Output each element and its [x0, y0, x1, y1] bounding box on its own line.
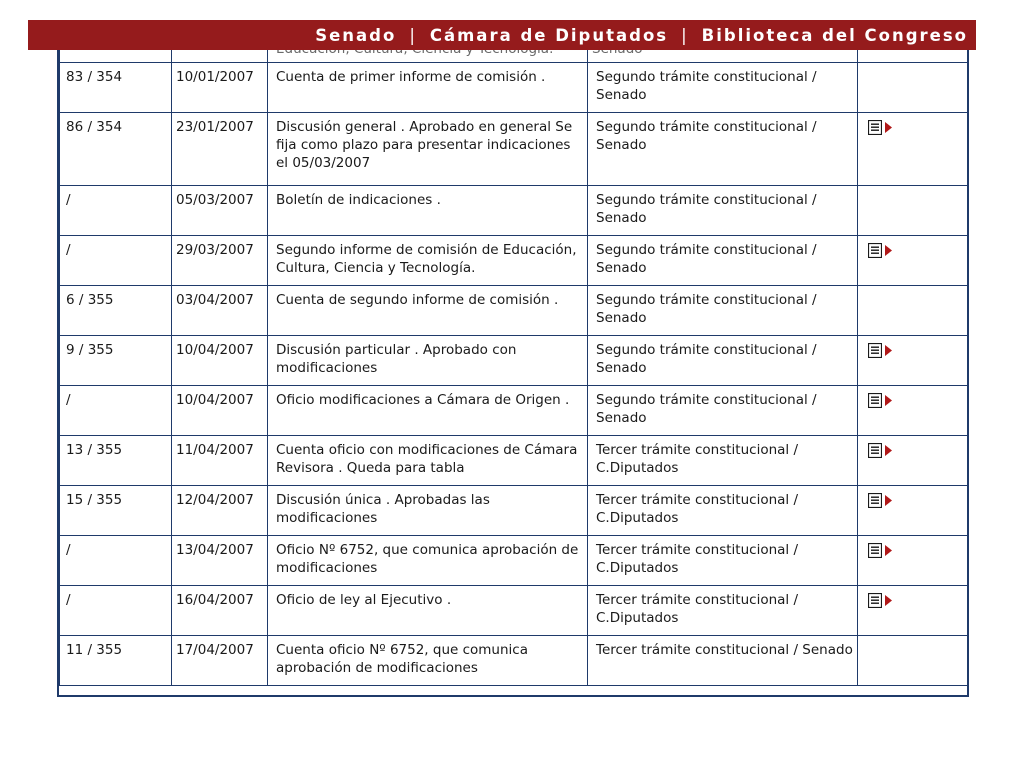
cell-documento [858, 186, 970, 236]
cell-etapa [588, 586, 858, 636]
cell-etapa [588, 63, 858, 113]
table-row [60, 186, 970, 236]
subetapa-text: Oficio de ley al Ejecutivo . [276, 592, 452, 608]
document-link[interactable] [868, 343, 892, 358]
cell-subetapa [268, 113, 588, 186]
document-icon[interactable] [868, 243, 882, 258]
document-icon[interactable] [868, 343, 882, 358]
etapa-text: Tercer trámite constitucional / C.Diputados [596, 592, 799, 626]
document-icon[interactable] [868, 443, 882, 458]
cell-documento [858, 63, 970, 113]
play-arrow-icon[interactable] [885, 245, 892, 256]
subetapa-text: Boletín de indicaciones . [276, 192, 441, 208]
cell-etapa [588, 536, 858, 586]
cell-sesion: / [60, 186, 172, 236]
cell-fecha: 17/04/2007 [172, 636, 268, 686]
cell-documento [858, 636, 970, 686]
subetapa-text: Oficio Nº 6752, que comunica aprobación de modificaciones [276, 542, 579, 576]
cell-subetapa [268, 486, 588, 536]
play-arrow-icon[interactable] [885, 495, 892, 506]
cell-fecha: 05/03/2007 [172, 186, 268, 236]
table-row [60, 113, 970, 186]
etapa-text: Tercer trámite constitucional / C.Diputados [596, 442, 799, 476]
cell-documento [858, 236, 970, 286]
cell-fecha: 10/04/2007 [172, 336, 268, 386]
document-icon[interactable] [868, 543, 882, 558]
cell-documento [858, 536, 970, 586]
document-icon[interactable] [868, 593, 882, 608]
cell-sesion: 83 / 354 [60, 63, 172, 113]
document-link[interactable] [868, 443, 892, 458]
table-row [60, 286, 970, 336]
table-row [60, 436, 970, 486]
etapa-text: Segundo trámite constitucional / Senado [596, 242, 817, 276]
cell-subetapa [268, 336, 588, 386]
subetapa-text: Cuenta oficio con modificaciones de Cámara Revisora . Queda para tabla [276, 442, 578, 476]
etapa-text: Segundo trámite constitucional / Senado [596, 192, 817, 226]
nav-link-senado[interactable]: Senado [315, 25, 397, 45]
cell-fecha: 13/04/2007 [172, 536, 268, 586]
table-row [60, 486, 970, 536]
cell-sesion: 86 / 354 [60, 113, 172, 186]
cell-documento [858, 586, 970, 636]
cell-subetapa [268, 286, 588, 336]
top-navigation-bar [28, 20, 976, 50]
cell-fecha: 23/01/2007 [172, 113, 268, 186]
subetapa-text: Discusión única . Aprobadas las modificaciones [276, 492, 490, 526]
cell-etapa [588, 636, 858, 686]
cell-fecha: 03/04/2007 [172, 286, 268, 336]
cell-documento [858, 436, 970, 486]
etapa-text: Tercer trámite constitucional / C.Diputados [596, 492, 799, 526]
cell-subetapa [268, 236, 588, 286]
nav-link-biblioteca-congreso[interactable]: Biblioteca del Congreso [701, 25, 968, 45]
document-link[interactable] [868, 543, 892, 558]
cell-fecha: 16/04/2007 [172, 586, 268, 636]
table-row [60, 63, 970, 113]
cell-fecha: 29/03/2007 [172, 236, 268, 286]
document-icon[interactable] [868, 493, 882, 508]
cell-etapa [588, 236, 858, 286]
subetapa-text: Cuenta de primer informe de comisión . [276, 69, 546, 85]
subetapa-text: Segundo informe de comisión de Educación, Cultura, Ciencia y Tecnología. [276, 242, 577, 276]
table-row [60, 636, 970, 686]
cell-documento [858, 386, 970, 436]
document-icon[interactable] [868, 120, 882, 135]
cell-etapa [588, 186, 858, 236]
cell-etapa [588, 286, 858, 336]
cell-sesion: 15 / 355 [60, 486, 172, 536]
play-arrow-icon[interactable] [885, 345, 892, 356]
cell-documento [858, 286, 970, 336]
document-icon[interactable] [868, 393, 882, 408]
cell-fecha: 11/04/2007 [172, 436, 268, 486]
play-arrow-icon[interactable] [885, 122, 892, 133]
subetapa-text: Cuenta de segundo informe de comisión . [276, 292, 559, 308]
nav-separator: | [681, 25, 689, 45]
table-row [60, 336, 970, 386]
cell-sesion: 13 / 355 [60, 436, 172, 486]
table-row [60, 586, 970, 636]
cell-etapa [588, 436, 858, 486]
cell-etapa [588, 113, 858, 186]
cell-fecha: 12/04/2007 [172, 486, 268, 536]
cell-sesion: 9 / 355 [60, 336, 172, 386]
cell-sesion: / [60, 586, 172, 636]
document-link[interactable] [868, 493, 892, 508]
cell-subetapa [268, 63, 588, 113]
cell-fecha: 10/04/2007 [172, 386, 268, 436]
etapa-text: Segundo trámite constitucional / Senado [596, 392, 817, 426]
cell-subetapa [268, 386, 588, 436]
etapa-text: Segundo trámite constitucional / Senado [596, 292, 817, 326]
subetapa-text: Cuenta oficio Nº 6752, que comunica aprobación de modificaciones [276, 642, 528, 676]
play-arrow-icon[interactable] [885, 545, 892, 556]
cell-sesion: / [60, 386, 172, 436]
subetapa-text: Oficio modificaciones a Cámara de Origen . [276, 392, 570, 408]
etapa-text: Segundo trámite constitucional / Senado [596, 119, 817, 153]
etapa-text: Segundo trámite constitucional / Senado [596, 342, 817, 376]
subetapa-text: Discusión particular . Aprobado con modificaciones [276, 342, 517, 376]
cell-etapa [588, 486, 858, 536]
document-link[interactable] [868, 120, 892, 135]
nav-separator: | [409, 25, 417, 45]
tramitacion-table-frame [57, 24, 969, 697]
cell-subetapa [268, 636, 588, 686]
subetapa-text: Discusión general . Aprobado en general Se fija como plazo para presentar indicaciones el 05/03/2007 [276, 119, 573, 171]
cell-documento [858, 113, 970, 186]
cell-subetapa [268, 536, 588, 586]
cell-sesion: / [60, 536, 172, 586]
cell-sesion: 6 / 355 [60, 286, 172, 336]
cell-sesion: 11 / 355 [60, 636, 172, 686]
play-arrow-icon[interactable] [885, 445, 892, 456]
play-arrow-icon[interactable] [885, 595, 892, 606]
cell-etapa [588, 336, 858, 386]
etapa-text: Segundo trámite constitucional / Senado [596, 69, 817, 103]
table-row [60, 386, 970, 436]
nav-link-camara-diputados[interactable]: Cámara de Diputados [429, 25, 669, 45]
etapa-text: Tercer trámite constitucional / Senado [596, 642, 853, 658]
cell-subetapa [268, 186, 588, 236]
cell-documento [858, 486, 970, 536]
document-link[interactable] [868, 593, 892, 608]
cell-sesion: / [60, 236, 172, 286]
table-row [60, 536, 970, 586]
cell-etapa [588, 386, 858, 436]
cell-subetapa [268, 436, 588, 486]
table-row [60, 236, 970, 286]
etapa-text: Tercer trámite constitucional / C.Diputados [596, 542, 799, 576]
cell-documento [858, 336, 970, 386]
document-link[interactable] [868, 393, 892, 408]
cell-subetapa [268, 586, 588, 636]
tramitacion-table [59, 25, 969, 686]
document-link[interactable] [868, 243, 892, 258]
cell-fecha: 10/01/2007 [172, 63, 268, 113]
play-arrow-icon[interactable] [885, 395, 892, 406]
